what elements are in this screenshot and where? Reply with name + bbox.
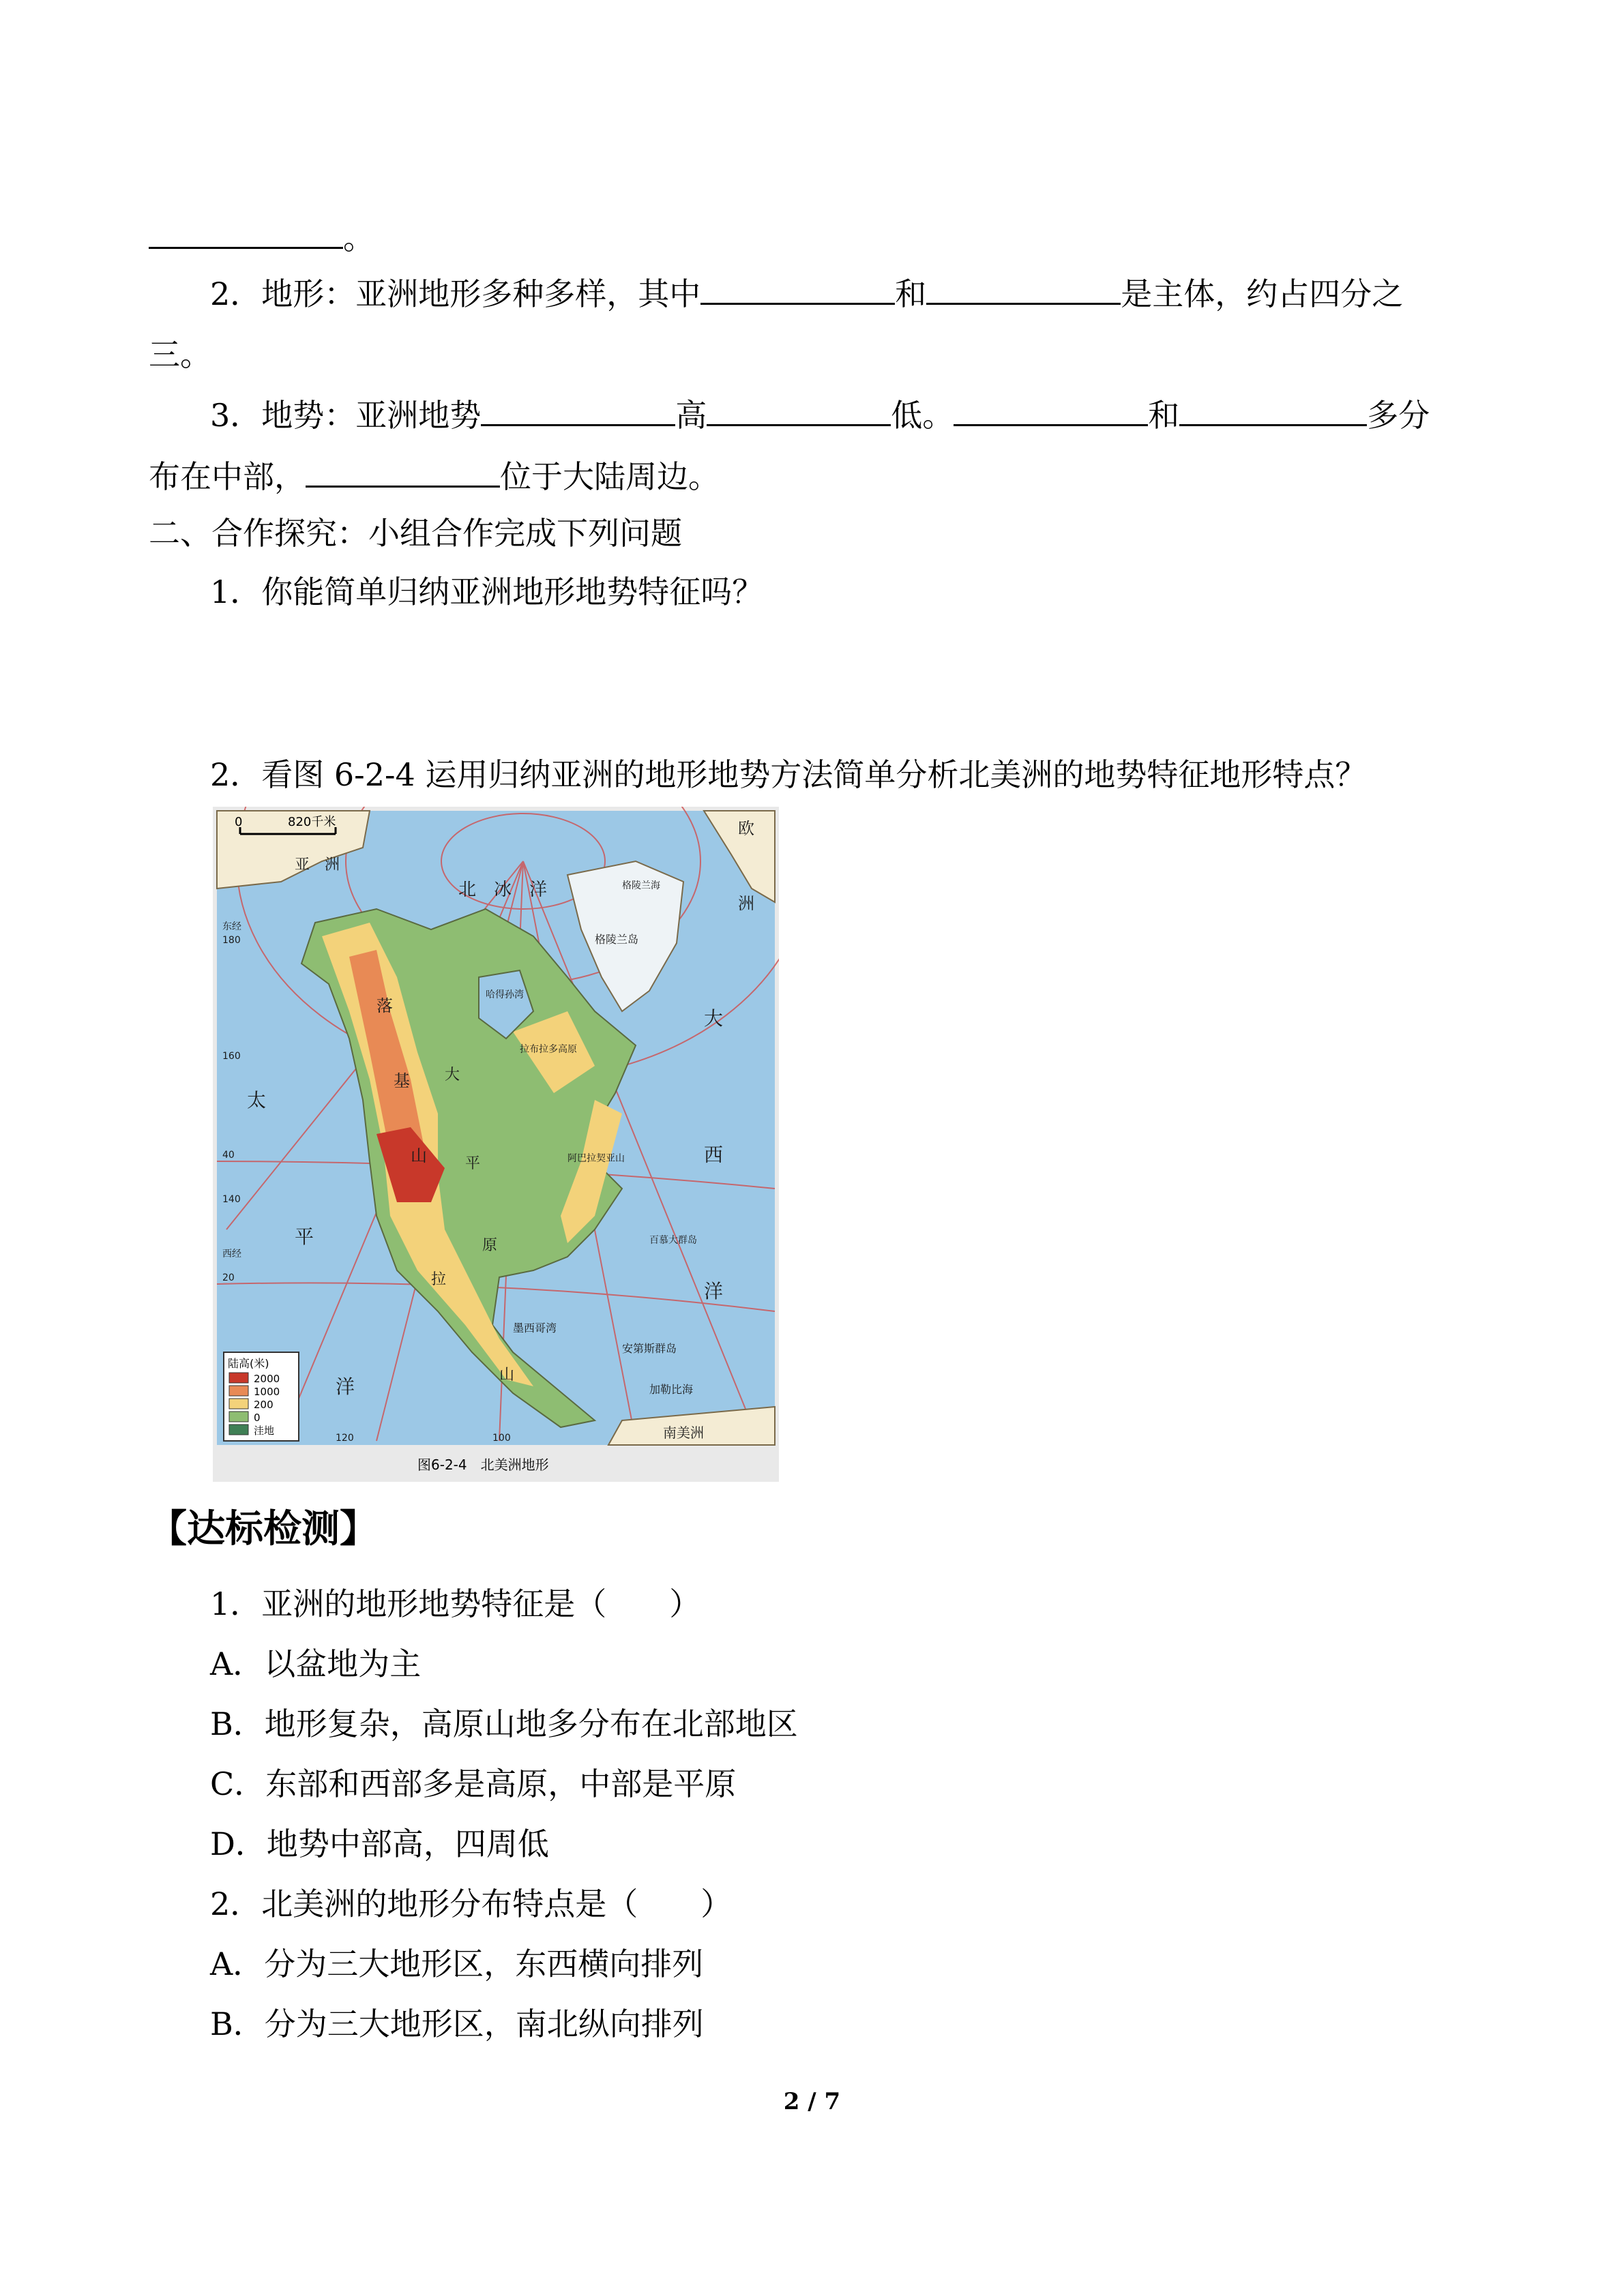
scale-zero: 0 (235, 815, 243, 829)
line-text: 低。 (891, 397, 954, 434)
label-lat-40: 40 (222, 1150, 235, 1161)
fill-line-2 (210, 273, 1403, 314)
answer-blank[interactable] (700, 273, 895, 305)
legend-swatch (229, 1399, 248, 1409)
answer-option[interactable]: D．地势中部高，四周低 (210, 1825, 549, 1862)
line-text: 高 (675, 397, 707, 434)
answer-blank[interactable] (481, 394, 675, 426)
label-pacific-1: 太 (247, 1089, 267, 1112)
label-lon-120: 120 (336, 1433, 354, 1444)
line-text: 布在中部， (149, 458, 306, 495)
label-plain-2: 原 (482, 1237, 498, 1254)
label-east-longitude: 东经 (222, 921, 241, 932)
answer-blank[interactable] (954, 394, 1148, 426)
label-asia: 亚 洲 (295, 856, 340, 874)
label-labrador: 拉布拉多高原 (520, 1044, 577, 1055)
line-text: 2．地形：亚洲地形多种多样，其中 (210, 275, 701, 312)
line-text: 和 (1148, 397, 1180, 434)
section-title: 【达标检测】 (149, 1507, 378, 1551)
answer-blank[interactable] (149, 217, 343, 249)
line-text: 三。 (149, 336, 211, 373)
fill-line-5 (149, 456, 720, 497)
answer-option[interactable]: A．分为三大地形区，东西横向排列 (210, 1945, 704, 1982)
label-lon-140: 140 (222, 1194, 241, 1205)
legend-label: 1000 (254, 1386, 280, 1398)
label-appalachian: 阿巴拉契亚山 (567, 1153, 625, 1164)
label-mexico-2: 山 (499, 1367, 515, 1384)
question-line: 2．看图 6-2-4 运用归纳亚洲的地形地势方法简单分析北美洲的地势特征地形特点？ (210, 756, 1367, 793)
line-text: 3．地势：亚洲地势 (210, 397, 482, 434)
scale-label: 820千米 (288, 815, 336, 829)
line-text: 位于大陆周边。 (500, 458, 720, 495)
label-rocky-1: 落 (377, 996, 393, 1015)
legend-swatch (229, 1373, 248, 1383)
label-pacific-3: 洋 (336, 1375, 355, 1398)
legend-swatch (229, 1425, 248, 1435)
line-text: 多分 (1367, 397, 1430, 434)
legend-label: 200 (254, 1399, 274, 1411)
label-atlantic-3: 洋 (704, 1280, 724, 1302)
label-pacific-2: 平 (295, 1225, 314, 1248)
label-antilles: 安第斯群岛 (622, 1342, 677, 1355)
fill-line-4 (210, 394, 1430, 436)
elevation-legend (224, 1352, 299, 1441)
answer-blank[interactable] (1179, 394, 1367, 426)
label-europe: 欧 (738, 819, 754, 838)
north-america-terrain-map (213, 807, 779, 1482)
label-west-longitude: 西经 (222, 1249, 241, 1259)
line-text: 是主体，约占四分之 (1121, 275, 1404, 312)
answer-blank[interactable] (926, 273, 1121, 305)
legend-swatch (229, 1386, 248, 1396)
label-atlantic-2: 西 (704, 1144, 724, 1166)
label-hudson-bay: 哈得孙湾 (486, 989, 524, 1000)
answer-option[interactable]: B．分为三大地形区，南北纵向排列 (210, 2006, 704, 2042)
label-rocky-2: 基 (394, 1071, 410, 1090)
legend-label: 2000 (254, 1373, 280, 1385)
line-text: 。 (343, 220, 374, 256)
fill-line-1 (149, 217, 374, 258)
label-lon-160: 160 (222, 1051, 241, 1062)
label-greenland-sea: 格陵兰海 (622, 880, 660, 891)
legend-label: 洼地 (254, 1425, 275, 1437)
label-europe-2: 洲 (738, 894, 754, 913)
question-line: 1．你能简单归纳亚洲地形地势特征吗？ (210, 573, 764, 610)
label-caribbean: 加勒比海 (649, 1383, 694, 1396)
answer-blank[interactable] (306, 456, 500, 488)
map-caption: 图6-2-4 北美洲地形 (417, 1457, 549, 1473)
question-stem: 1．亚洲的地形地势特征是（ ） (210, 1585, 701, 1622)
label-gulf-of-mexico: 墨西哥湾 (513, 1322, 557, 1335)
answer-option[interactable]: A．以盆地为主 (210, 1645, 422, 1682)
section-heading-cooperate: 二、合作探究：小组合作完成下列问题 (149, 515, 682, 552)
answer-option[interactable]: B．地形复杂，高原山地多分布在北部地区 (210, 1705, 798, 1742)
label-south-america: 南美洲 (663, 1425, 704, 1441)
page-number: 2 / 7 (783, 2088, 841, 2115)
label-atlantic-1: 大 (704, 1007, 724, 1030)
fill-line-3 (149, 334, 211, 375)
label-lat-20: 20 (222, 1272, 235, 1283)
label-lon-180: 180 (222, 935, 241, 946)
legend-swatch (229, 1412, 248, 1422)
label-bermuda: 百慕大群岛 (649, 1235, 697, 1246)
label-rocky-3: 山 (411, 1146, 427, 1165)
label-mexico-1: 拉 (431, 1271, 447, 1288)
answer-option[interactable]: C．东部和西部多是高原，中部是平原 (210, 1765, 737, 1802)
legend-title: 陆高(米) (228, 1357, 269, 1370)
question-stem: 2．北美洲的地形分布特点是（ ） (210, 1885, 733, 1922)
label-great: 大 (445, 1067, 460, 1084)
label-plain-1: 平 (465, 1155, 481, 1172)
legend-label: 0 (254, 1412, 261, 1424)
label-arctic-ocean: 北 冰 洋 (458, 880, 548, 900)
label-greenland: 格陵兰岛 (595, 933, 639, 946)
answer-blank[interactable] (707, 394, 891, 426)
line-text: 和 (895, 275, 927, 312)
label-lon-100: 100 (492, 1433, 511, 1444)
